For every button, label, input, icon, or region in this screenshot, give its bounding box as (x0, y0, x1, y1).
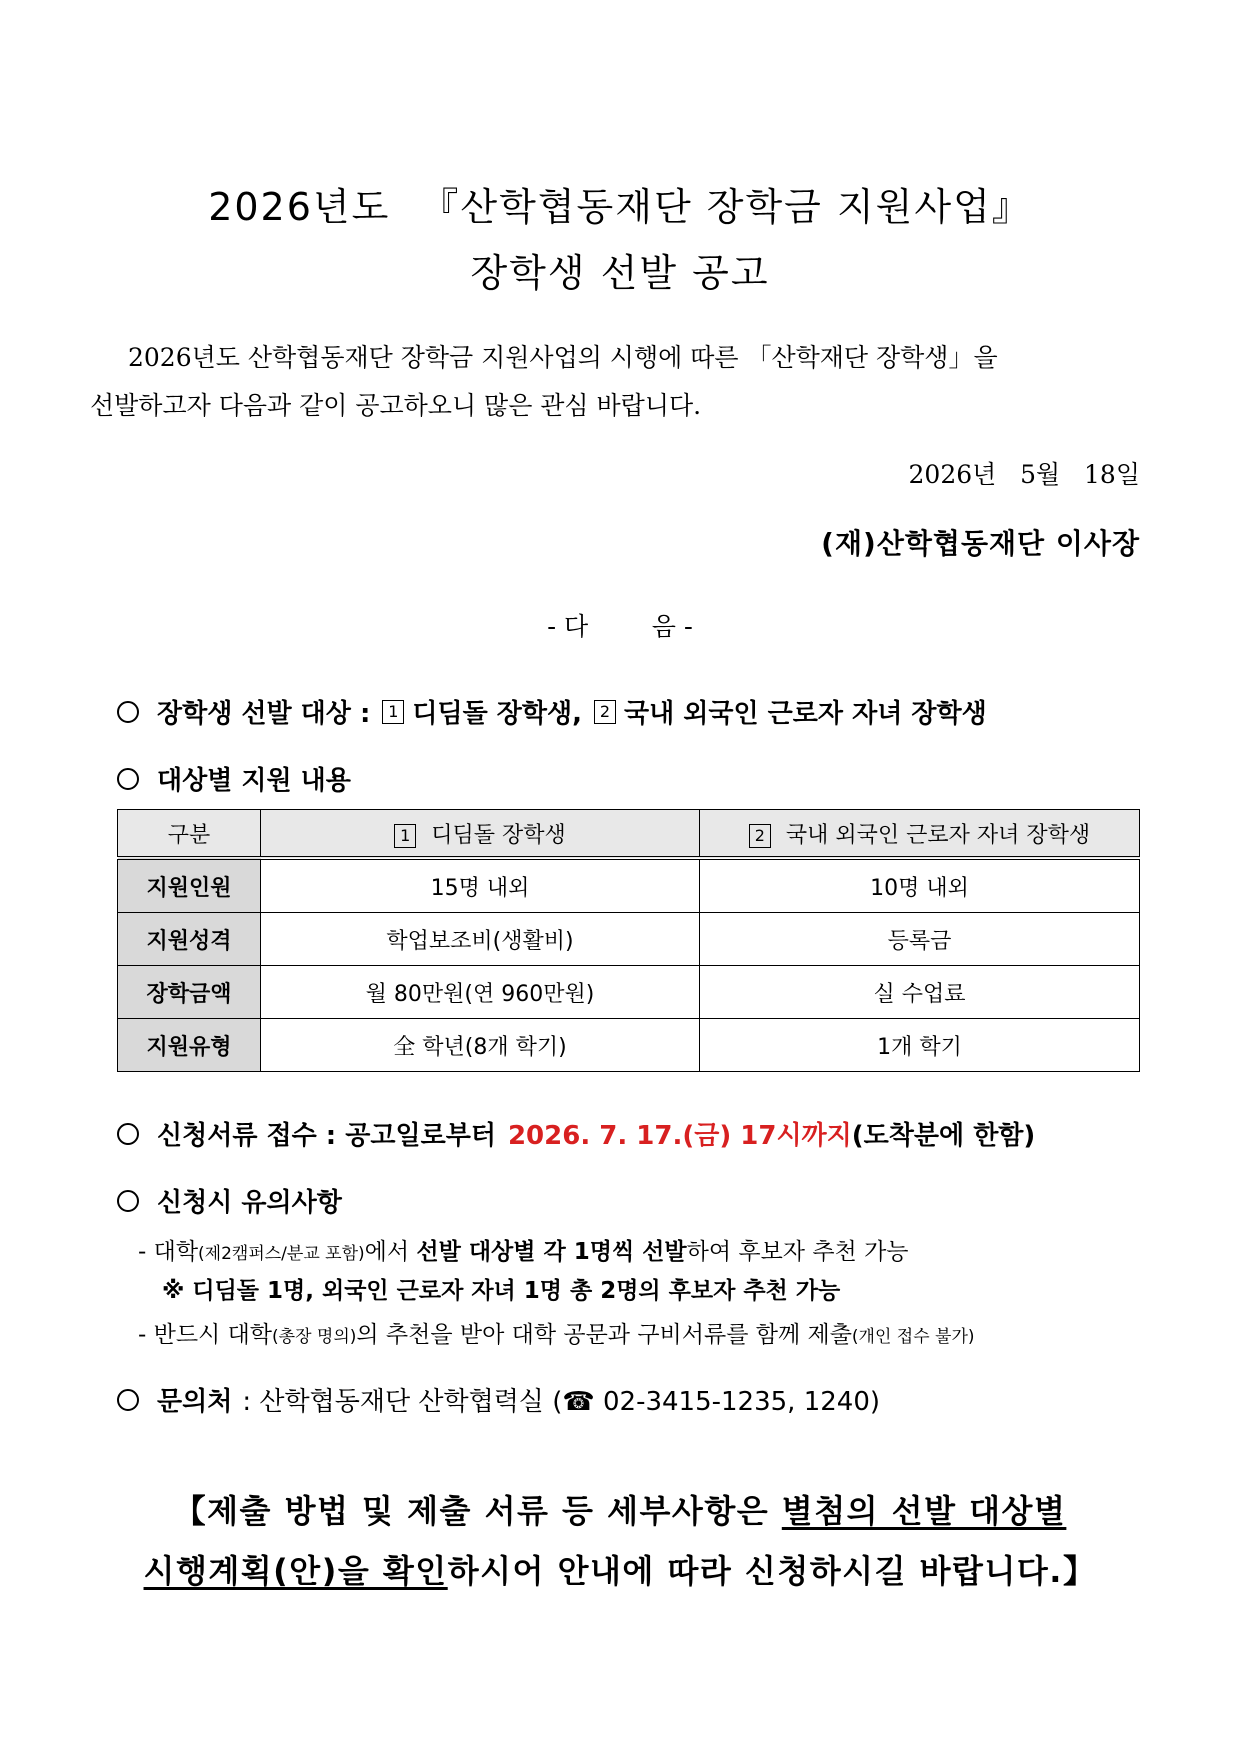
boxed-number-2: 2 (749, 824, 771, 848)
title-year: 2026년도 (208, 185, 391, 229)
header-foreign-worker-children (700, 810, 1140, 859)
apply-suffix: (도착분에 한함) (851, 1121, 1036, 1151)
table-cell: 월 80만원(연 960만원) (261, 966, 700, 1019)
boxed-number-1: 1 (394, 824, 416, 848)
table-row (118, 966, 1140, 1019)
note-3-small: (총장 명의) (272, 1327, 357, 1347)
table-row (118, 913, 1140, 966)
table-cell: 실 수업료 (700, 966, 1140, 1019)
closing-line2-text: 하시어 안내에 따라 신청하시길 바랍니다.】 (447, 1552, 1097, 1590)
closing-line1-underlined: 별첨의 선발 대상별 (781, 1492, 1067, 1530)
closing-line1 (0, 1486, 1240, 1532)
announcement-date: 2026년 5월 18일 (908, 460, 1140, 489)
table-header-row (118, 810, 1140, 859)
target-item-1: 디딤돌 장학생, (412, 699, 582, 729)
intro-line2: 선발하고자 다음과 같이 공고하오니 많은 관심 바랍니다. (90, 391, 702, 420)
table-cell: 全 학년(8개 학기) (261, 1019, 700, 1072)
circle-bullet-icon (117, 768, 139, 790)
table-cell: 학업보조비(생활비) (261, 913, 700, 966)
section-apply (117, 1115, 1035, 1152)
section-divider: - 다 음 - (547, 612, 693, 641)
support-label: 대상별 지원 내용 (157, 766, 351, 796)
note-1-text-b: 에서 (364, 1239, 410, 1265)
header-foreign-worker-children-label: 국내 외국인 근로자 자녀 장학생 (785, 822, 1091, 848)
row-label: 지원유형 (118, 1019, 261, 1072)
contact-label: 문의처 (157, 1387, 233, 1417)
note-1-text-c: 하여 후보자 추천 가능 (686, 1239, 909, 1265)
issuer: (재)산학협동재단 이사장 (821, 527, 1140, 560)
section-target (117, 693, 987, 730)
circle-bullet-icon (117, 1123, 139, 1145)
table-cell: 1개 학기 (700, 1019, 1140, 1072)
document-title-line1 (0, 176, 1240, 231)
header-stepping-stone (261, 810, 700, 859)
document-title-line2: 장학생 선발 공고 (470, 251, 770, 295)
note-3 (138, 1316, 975, 1349)
closing-line1-text: 【제출 방법 및 제출 서류 등 세부사항은 (173, 1492, 770, 1530)
apply-deadline: 2026. 7. 17.(금) 17시까지 (507, 1121, 852, 1151)
note-1-text-a: - 대학 (138, 1239, 199, 1265)
section-notes (117, 1182, 342, 1219)
notes-label: 신청시 유의사항 (157, 1188, 342, 1218)
circle-bullet-icon (117, 701, 139, 723)
contact-text: : 산학협동재단 산학협력실 (☎ 02-3415-1235, 1240) (242, 1387, 881, 1417)
note-3-small-2: (개인 접수 불가) (851, 1327, 975, 1347)
title-program: 『산학협동재단 장학금 지원사업』 (420, 185, 1032, 229)
boxed-number-1: 1 (382, 700, 404, 724)
table-cell: 15명 내외 (261, 858, 700, 913)
note-3-text-b: 의 추천을 받아 대학 공문과 구비서류를 함께 제출 (356, 1322, 852, 1348)
section-support (117, 760, 351, 797)
closing-line2-underlined: 시행계획(안)을 확인 (143, 1552, 448, 1590)
header-stepping-stone-label: 디딤돌 장학생 (431, 822, 566, 848)
intro-line1: 2026년도 산학협동재단 장학금 지원사업의 시행에 따른 「산학재단 장학생」을 (128, 343, 998, 372)
table-cell: 등록금 (700, 913, 1140, 966)
target-label: 장학생 선발 대상 : (157, 699, 371, 729)
support-table (117, 809, 1140, 1072)
row-label: 장학금액 (118, 966, 261, 1019)
note-2: ※ 디딤돌 1명, 외국인 근로자 자녀 1명 총 2명의 후보자 추천 가능 (162, 1278, 841, 1304)
note-3-text-a: - 반드시 대학 (138, 1322, 273, 1348)
target-item-2: 국내 외국인 근로자 자녀 장학생 (624, 699, 987, 729)
circle-bullet-icon (117, 1389, 139, 1411)
closing-line2 (0, 1546, 1240, 1592)
table-cell: 10명 내외 (700, 858, 1140, 913)
table-row (118, 858, 1140, 913)
note-1 (138, 1233, 909, 1266)
header-category: 구분 (118, 810, 261, 859)
apply-label: 신청서류 접수 : 공고일로부터 (157, 1121, 496, 1151)
boxed-number-2: 2 (594, 700, 616, 724)
note-1-bold: 선발 대상별 각 1명씩 선발 (416, 1239, 687, 1265)
row-label: 지원인원 (118, 858, 261, 913)
row-label: 지원성격 (118, 913, 261, 966)
table-row (118, 1019, 1140, 1072)
circle-bullet-icon (117, 1190, 139, 1212)
note-1-small: (제2캠퍼스/분교 포함) (198, 1244, 365, 1264)
section-contact (117, 1381, 880, 1418)
